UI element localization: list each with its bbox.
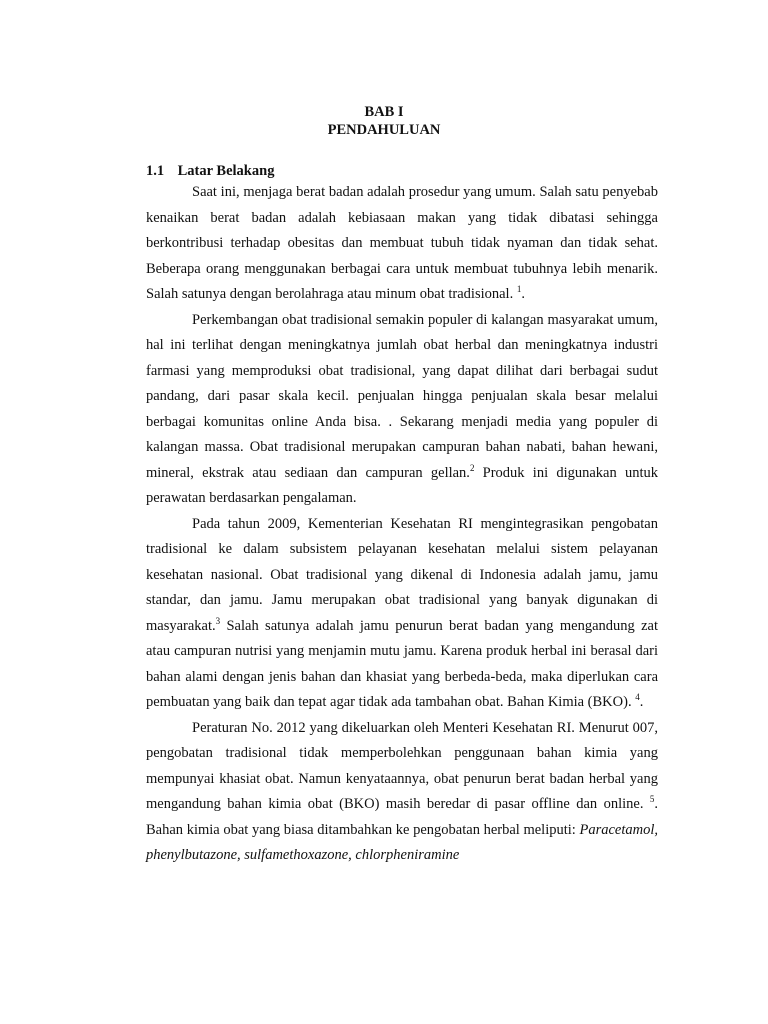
footnote-ref-4: 4 <box>635 692 640 703</box>
paragraph-4 <box>146 716 658 869</box>
paragraph-3 <box>146 512 658 716</box>
footnote-ref-1: 1 <box>516 284 522 295</box>
paragraph-1-text: Saat ini, menjaga berat badan adalah prosedur yang umum. Salah satu penyebab kenaikan berat badan adalah kebiasaan makan yang tidak dibatasi sehingga berkontribusi terhadap obesitas dan membuat tubuh tidak nyaman dan tidak sehat. Beberapa orang menggunakan berbagai cara untuk membuat tubuhnya lebih menarik. Salah satunya dengan berolahraga atau minum obat tradisional. <box>146 184 658 302</box>
section-number: 1.1 <box>146 163 165 179</box>
chapter-heading <box>0 103 768 139</box>
footnote-ref-3: 3 <box>215 615 221 626</box>
chapter-title: PENDAHULUAN <box>327 122 441 138</box>
chapter-label: BAB I <box>364 104 404 120</box>
section-title: Latar Belakang <box>177 163 275 179</box>
footnote-ref-2: 2 <box>469 462 475 473</box>
paragraph-4-after: . Bahan kimia obat yang biasa ditambahkan ke pengobatan herbal meliputi: <box>146 796 658 838</box>
paragraph-3-after: Salah satunya adalah jamu penurun berat badan yang mengandung zat atau campuran nutrisi yang menjamin mutu jamu. Karena produk herbal ini berasal dari bahan alami dengan jenis bahan dan khasiat yang berbeda-beda, maka diperlukan cara pembuatan yang baik dan tepat agar tidak ada tambahan obat. Bahan Kimia (BKO). <box>146 617 658 710</box>
section-heading <box>146 162 274 180</box>
paragraph-1 <box>146 180 658 308</box>
drug-list-italic: Paracetamol, phenylbutazone, sulfamethoxazone, chlorpheniramine <box>146 821 658 863</box>
paragraph-4-text: Peraturan No. 2012 yang dikeluarkan oleh Menteri Kesehatan RI. Menurut 007, pengobatan tradisional tidak memperbolehkan penggunaan bahan kimia yang mempunyai khasiat obat. Namun kenyataannya, obat penurun berat badan herbal yang mengandung bahan kimia obat (BKO) masih beredar di pasar offline dan online. <box>146 719 658 812</box>
body-text <box>146 180 658 869</box>
paragraph-2-after: Produk ini digunakan untuk perawatan berdasarkan pengalaman. <box>146 464 658 506</box>
paragraph-3-end: . <box>639 694 644 710</box>
paragraph-2 <box>146 308 658 512</box>
paragraph-2-text: Perkembangan obat tradisional semakin populer di kalangan masyarakat umum, hal ini terlihat dengan meningkatnya jumlah obat herbal dan meningkatnya industri farmasi yang memproduksi obat tradisional, yang dapat dilihat dari berbagai sudut pandang, dari pasar skala kecil. penjualan hingga penjualan skala besar melalui berbagai komunitas online Anda bisa. . Sekarang menjadi media yang populer di kalangan massa. Obat tradisional merupakan campuran bahan nabati, bahan hewani, mineral, ekstrak atau sediaan dan campuran gellan. <box>146 311 658 481</box>
footnote-ref-5: 5 <box>649 794 655 805</box>
paragraph-3-text: Pada tahun 2009, Kementerian Kesehatan RI mengintegrasikan pengobatan tradisional ke dalam subsistem pelayanan kesehatan melalui sistem pelayanan kesehatan nasional. Obat tradisional yang dikenal di Indonesia adalah jamu, jamu standar, dan jamu. Jamu merupakan obat tradisional yang banyak digunakan di masyarakat. <box>146 515 658 634</box>
paragraph-1-end: . <box>521 286 525 302</box>
